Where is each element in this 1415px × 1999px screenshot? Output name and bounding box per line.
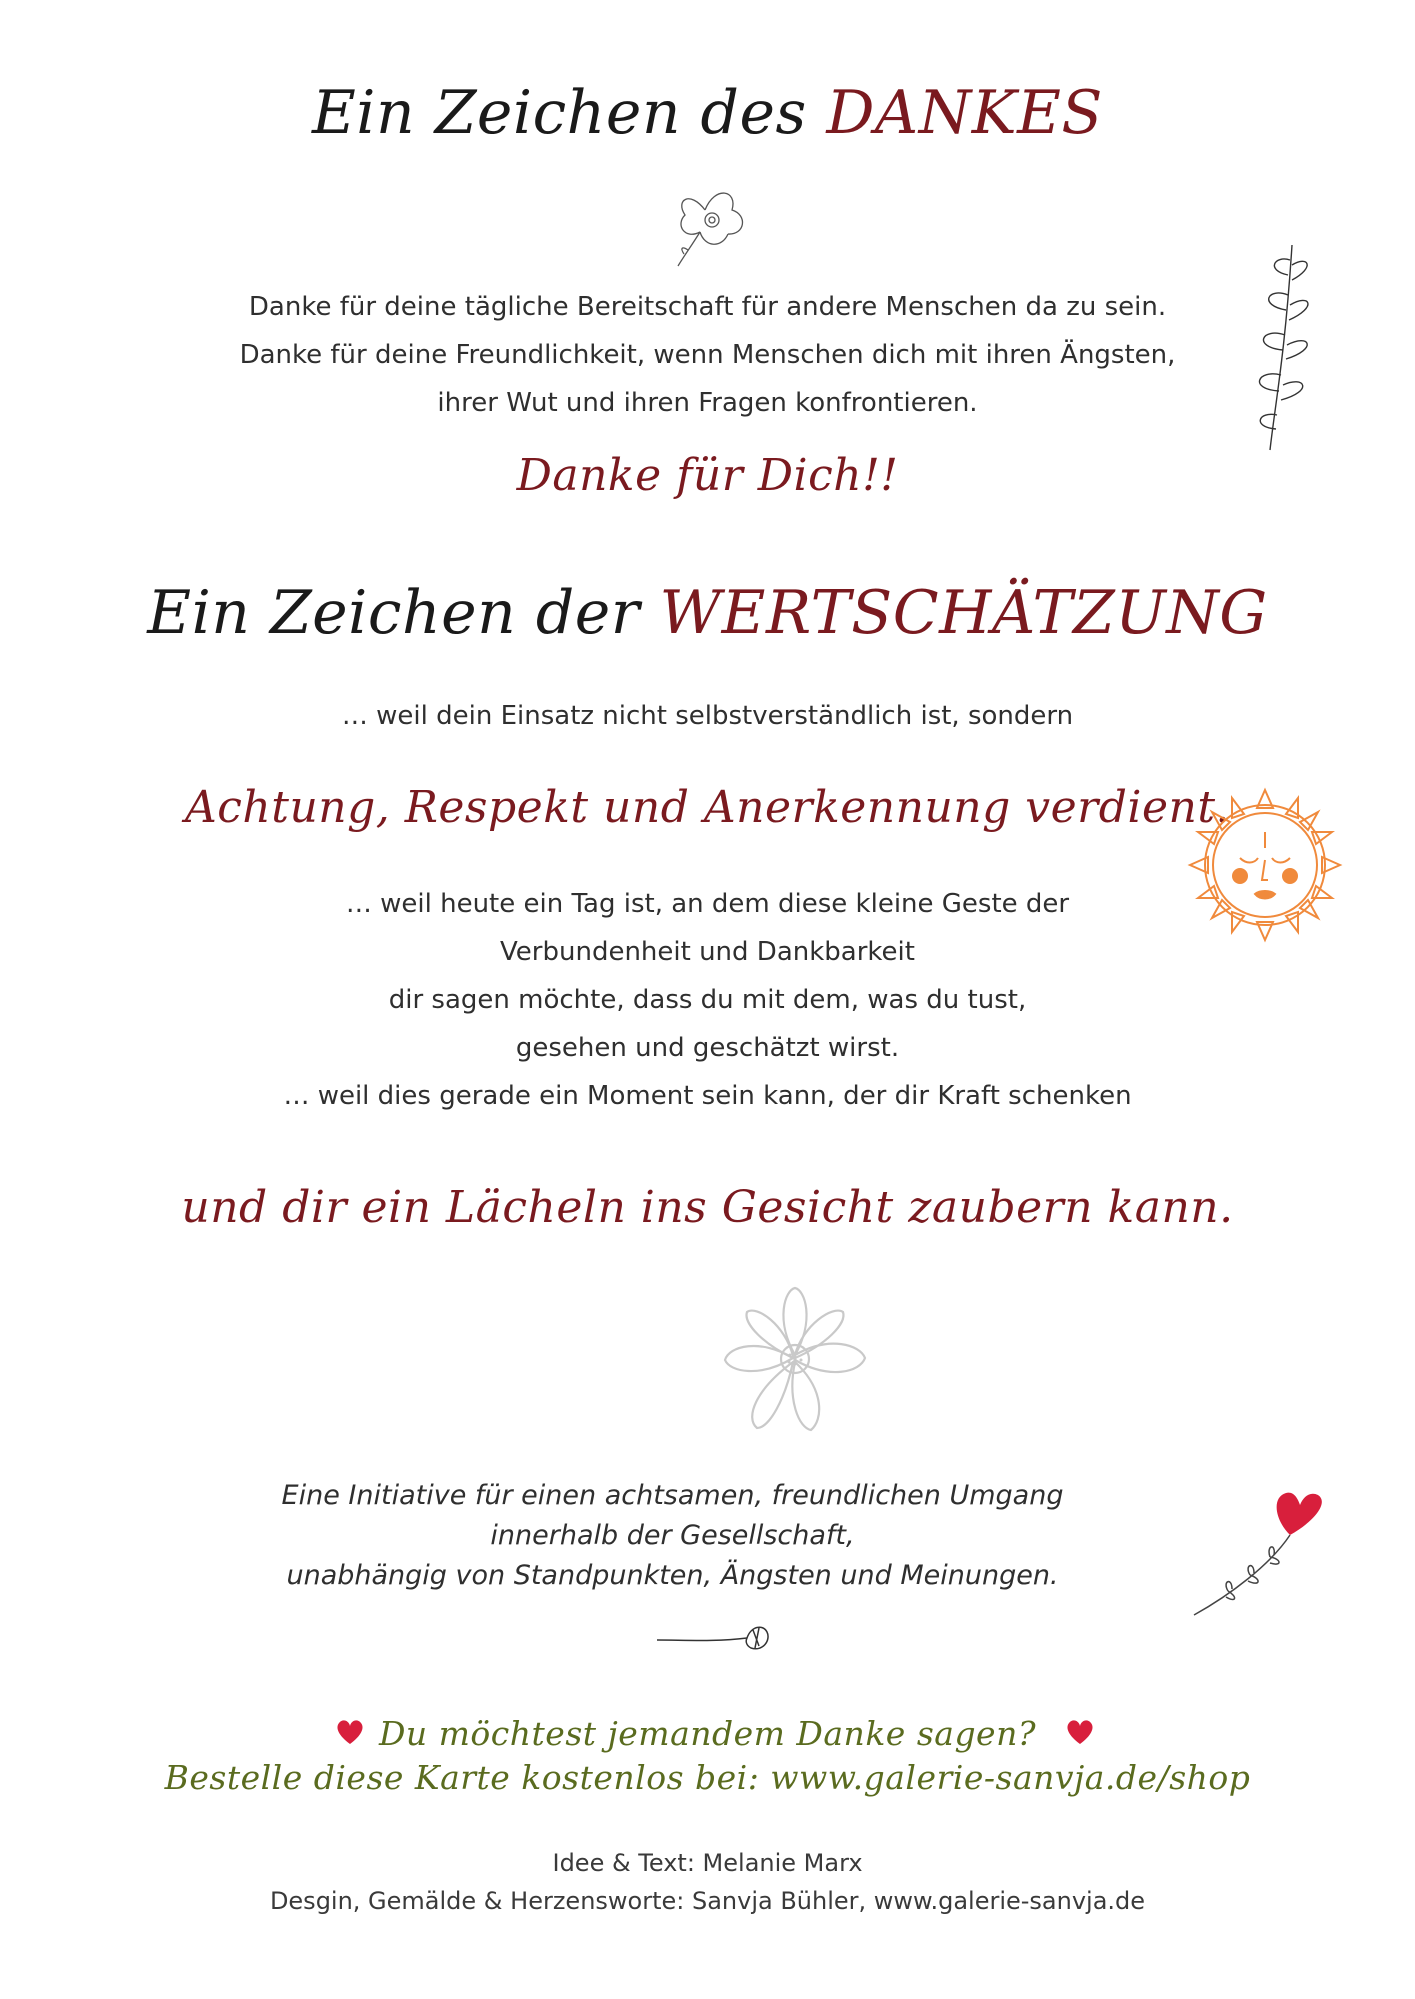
section1-title: [0, 78, 1415, 148]
cta-text: [0, 1712, 1415, 1800]
section2-paragraph: [0, 880, 1415, 1120]
small-flower-stem-icon: [655, 1618, 775, 1658]
section2-line-3: dir sagen möchte, dass du mit dem, was du tust,: [388, 985, 1027, 1015]
section2-intro: … weil dein Einsatz nicht selbstverständlich ist, sondern: [341, 701, 1074, 731]
section2-closing: und dir ein Lächeln ins Gesicht zaubern kann.: [181, 1182, 1234, 1233]
daisy-flower-icon: [715, 1280, 875, 1440]
heart-flower-icon: [1190, 1475, 1330, 1625]
section2-line-1: … weil heute ein Tag ist, an dem diese kleine Geste der: [345, 889, 1070, 919]
initiative-line-1: Eine Initiative für einen achtsamen, freundlichen Umgang: [281, 1480, 1064, 1511]
section2-highlight: Achtung, Respekt und Anerkennung verdient.: [185, 782, 1230, 833]
section2-line-2: Verbundenheit und Dankbarkeit: [500, 937, 915, 967]
initiative-line-2: innerhalb der Gesellschaft,: [490, 1520, 855, 1551]
initiative-text: [0, 1476, 1380, 1596]
section1-line-3: ihrer Wut und ihren Fragen konfrontieren.: [437, 388, 978, 418]
section1-closing: Danke für Dich!!: [516, 450, 899, 501]
initiative-line-3: unabhängig von Standpunkten, Ängsten und Meinungen.: [286, 1560, 1059, 1591]
section1-paragraph: [0, 283, 1415, 427]
cta-line-1: Du möchtest jemandem Danke sagen?: [378, 1714, 1037, 1753]
section2-title-prefix: Ein Zeichen der: [147, 578, 640, 648]
section1-title-prefix: Ein Zeichen des: [311, 78, 807, 148]
credits-line-2: Desgin, Gemälde & Herzensworte: Sanvja Bühler, www.galerie-sanvja.de: [269, 1887, 1146, 1915]
section1-title-accent: DANKES: [826, 78, 1103, 148]
section2-line-4: gesehen und geschätzt wirst.: [515, 1033, 900, 1063]
section2-title: [0, 578, 1415, 648]
section1-line-2: Danke für deine Freundlichkeit, wenn Menschen dich mit ihren Ängsten,: [239, 340, 1176, 370]
section1-line-1: Danke für deine tägliche Bereitschaft für andere Menschen da zu sein.: [248, 292, 1167, 322]
poppy-flower-icon: [660, 170, 760, 270]
credits: [0, 1844, 1415, 1920]
section2-title-accent: WERTSCHÄTZUNG: [659, 578, 1268, 648]
credits-line-1: Idee & Text: Melanie Marx: [552, 1849, 863, 1877]
cta-line-2[interactable]: Bestelle diese Karte kostenlos bei: www.galerie-sanvja.de/shop: [164, 1758, 1251, 1797]
section2-line-5: … weil dies gerade ein Moment sein kann, der dir Kraft schenken: [283, 1081, 1132, 1111]
